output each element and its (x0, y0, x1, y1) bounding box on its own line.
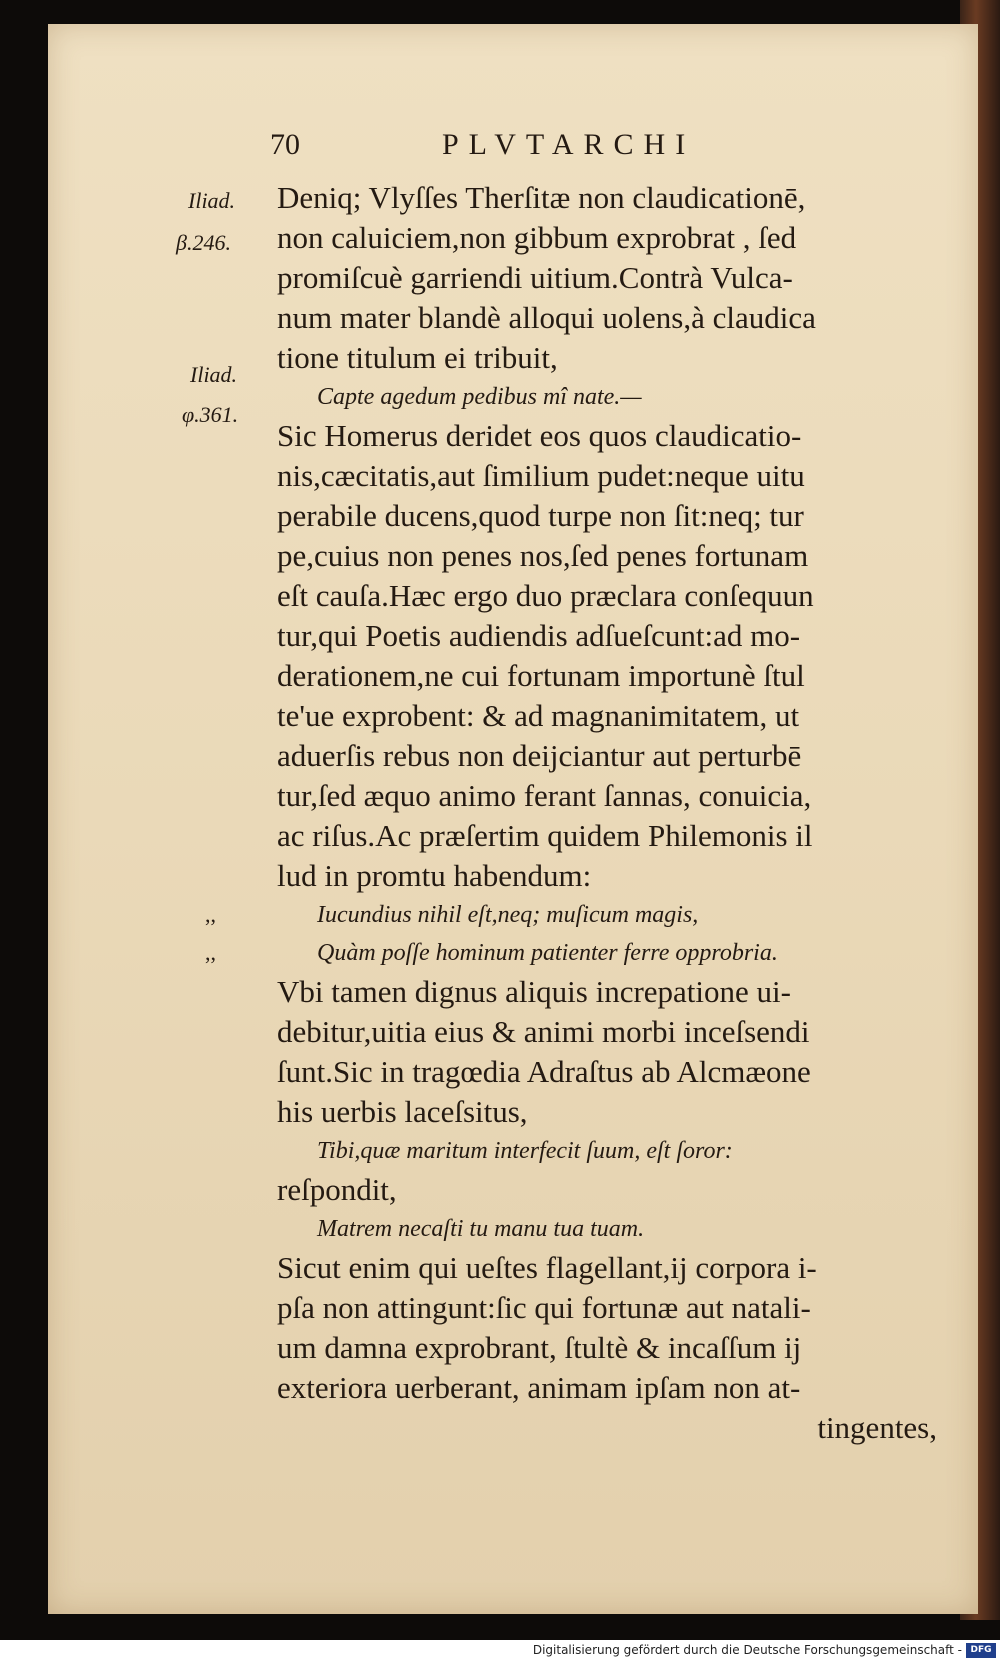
verse-line: Tibi,quæ maritum interfecit ſuum, eſt ſoror: (317, 1138, 733, 1164)
verse-line: Capte agedum pedibus mî nate.— (317, 384, 642, 410)
page-number: 70 (270, 128, 300, 161)
funding-credit: Digitalisierung gefördert durch die Deutsche Forschungsgemeinschaft - (532, 1643, 962, 1657)
text-line: perabile ducens,quod turpe non ſit:neq; tur (277, 498, 804, 533)
text-line: lud in promtu habendum: (277, 858, 592, 893)
text-line: Deniq; Vlyſſes Therſitæ non claudicationē, (277, 180, 806, 215)
text-line: Vbi tamen dignus aliquis increpatione ui- (277, 974, 791, 1009)
marginal-note-iliad-1: Iliad. (188, 188, 236, 213)
text-line: Sic Homerus deridet eos quos claudicatio- (277, 418, 802, 453)
verse-line: Matrem necaſti tu manu tua tuam. (317, 1216, 645, 1242)
text-line: te'ue exprobent: & ad magnanimitatem, ut (277, 698, 800, 733)
dfg-logo: DFG (966, 1643, 996, 1658)
footer-bar (0, 1640, 1000, 1662)
verse-line (205, 934, 957, 972)
text-line: Sicut enim qui ueſtes flagellant,ij corpora i- (277, 1250, 817, 1285)
text-line: pſa non attingunt:ſic qui fortunæ aut natali- (277, 1290, 811, 1325)
text-line: promiſcuè garriendi uitium.Contrà Vulca- (277, 260, 793, 295)
text-line: ſunt.Sic in tragœdia Adraſtus ab Alcmæone (277, 1054, 811, 1089)
text-line: his uerbis laceſsitus, (277, 1094, 528, 1129)
text-line: reſpondit, (277, 1172, 397, 1207)
text-line: derationem,ne cui fortunam importunè ſtul (277, 658, 805, 693)
quote-mark: ,, (205, 902, 216, 927)
text-line: eſt cauſa.Hæc ergo duo præclara conſequun (277, 578, 814, 613)
catchword: tingentes, (817, 1410, 937, 1445)
text-line: um damna exprobrant, ſtultè & incaſſum ij (277, 1330, 802, 1365)
text-line: ac riſus.Ac præſertim quidem Philemonis il (277, 818, 813, 853)
text-line: non caluiciem,non gibbum exprobrat , ſed (277, 220, 797, 255)
verse-line (205, 896, 957, 934)
text-line: tur,qui Poetis audiendis adſueſcunt:ad mo- (277, 618, 801, 653)
marginal-note-ref-1: β.246. (176, 230, 231, 255)
page-header (270, 128, 790, 168)
verse-text: Iucundius nihil eſt,neq; muſicum magis, (317, 902, 699, 928)
text-line: debitur,uitia eius & animi morbi inceſsendi (277, 1014, 810, 1049)
marginal-note-ref-2: φ.361. (182, 402, 239, 427)
text-line: num mater blandè alloqui uolens,à claudica (277, 300, 816, 335)
verse-text: Quàm poſſe hominum patienter ferre opprobria. (317, 940, 778, 966)
marginal-note-iliad-2: Iliad. (190, 362, 238, 387)
text-line: tione titulum ei tribuit, (277, 340, 558, 375)
running-head: PLVTARCHI (442, 128, 696, 161)
quote-mark: ,, (205, 940, 216, 965)
text-line: exteriora uerberant, animam ipſam non at- (277, 1370, 801, 1405)
text-line: tur,ſed æquo animo ferant ſannas, conuicia, (277, 778, 812, 813)
text-line: aduerſis rebus non deijciantur aut perturbē (277, 738, 802, 773)
text-line: nis,cæcitatis,aut ſimilium pudet:neque uitu (277, 458, 805, 493)
text-line: pe,cuius non penes nos,ſed penes fortunam (277, 538, 809, 573)
